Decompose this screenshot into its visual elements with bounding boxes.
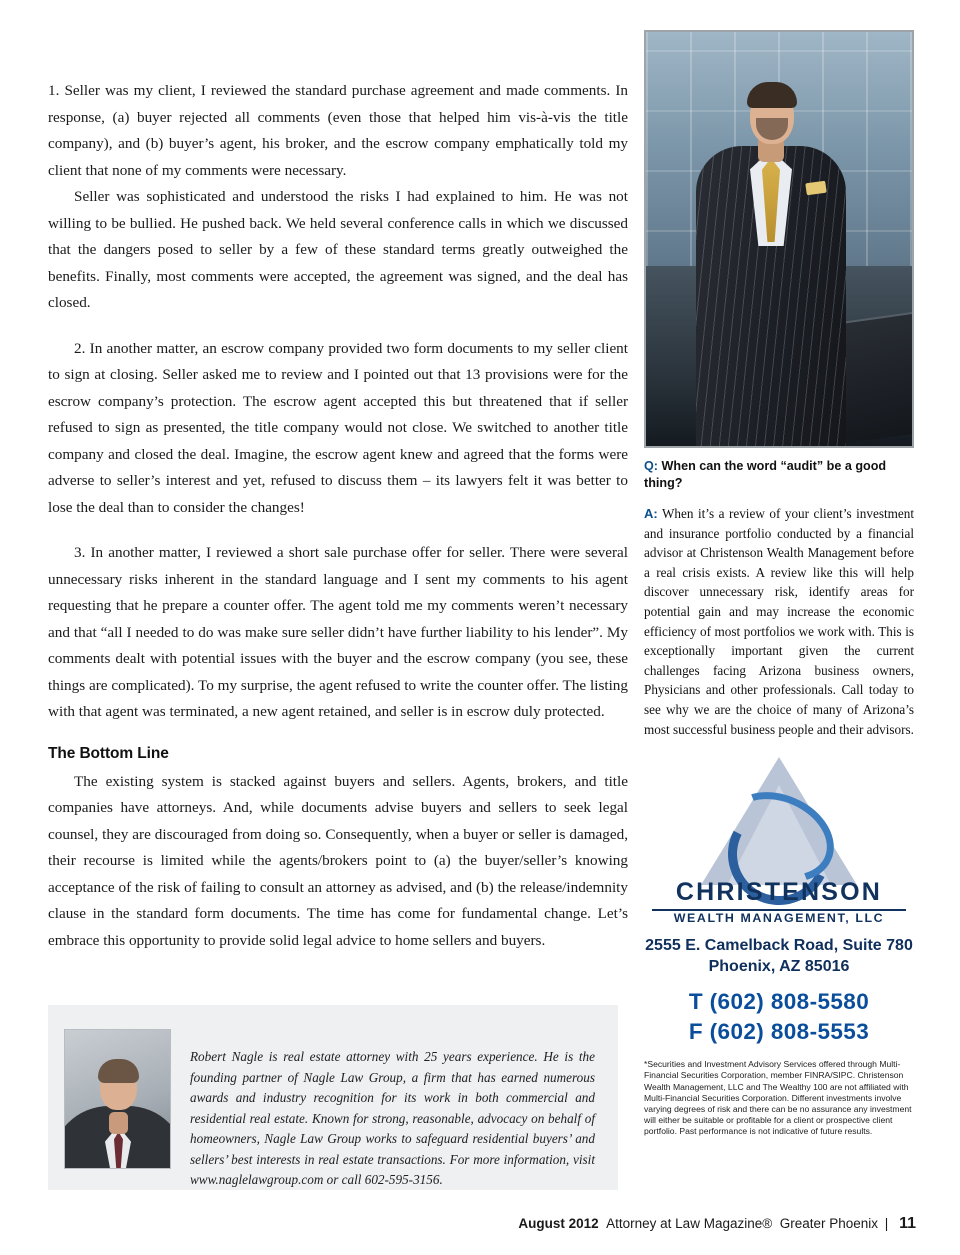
paragraph-spacer — [48, 317, 628, 336]
footer-separator: | — [884, 1216, 889, 1231]
paragraph-spacer — [48, 726, 628, 745]
advertiser-address — [644, 935, 914, 977]
article-paragraph-2: Seller was sophisticated and understood the risks I had explained to him. He was not willing to be bullied. He pushed back. We held several conference calls in which we discussed that the dangers posed to seller by a few of these standard terms greatly outweighed the benefits. Finally, most comments were accepted, the agreement was signed, and the deal has closed. — [48, 188, 628, 311]
article-paragraph-4: 3. In another matter, I reviewed a short sale purchase offer for seller. There were several unnecessary risks inherent in the standard language and I sent my comments to his agent requesting that he prepare a counter offer. The agent told me my comments weren’t necessary and that “all I needed to do was make sure seller didn’t have further liability to his lender”. My comments dealt with potential issues with the buyer and the escrow company (you see, these things are complicated). To my surprise, the agent refused to write the counter offer. The listing with that agent was terminated, a new agent retained, and seller is in escrow duly protected. — [48, 544, 628, 720]
ad-answer — [644, 504, 914, 739]
ad-disclaimer: *Securities and Investment Advisory Services offered through Multi-Financial Securities Corporation, member FINRA/SIPC. Christenson Wealth Management, LLC and The Wealthy 100 are not affiliated with Multi-Financial Securities Corporation. Different investments involve varying degrees of risk and there can be no assurance any investment will either be suitable or profitable for a client or prospective client portfolio. Past performance is not indicative of future results. — [644, 1059, 912, 1137]
advertiser-logo — [644, 755, 914, 925]
footer-edition: Greater Phoenix — [779, 1216, 879, 1231]
address-line-1: 2555 E. Camelback Road, Suite 780 — [645, 937, 913, 955]
footer-publication: Attorney at Law Magazine® — [606, 1216, 773, 1231]
answer-label: A: — [644, 506, 658, 521]
footer-issue-date: August 2012 — [518, 1216, 599, 1231]
address-line-2: Phoenix, AZ 85016 — [708, 958, 850, 976]
advertiser-portrait-photo — [644, 30, 914, 448]
ad-question-answer — [644, 458, 914, 739]
answer-text: When it’s a review of your client’s investment and insurance portfolio conducted by a financial advisor at Christenson Wealth Management before a real crisis exists. A review like this will help discover unnecessary risk, identify areas for potential gain and may increase the economic efficiency of most portfolios we work with. This is exceptionally important given the current challenges facing Arizona business owners, Physicians and other professionals. Call today to see why we are the choice of many of Arizona’s most successful business people and their advisors. — [644, 506, 914, 737]
author-photo — [64, 1029, 171, 1169]
advertisement — [644, 30, 914, 1138]
article-paragraph-1: 1. Seller was my client, I reviewed the standard purchase agreement and made comments. In response, (a) buyer rejected all comments (even those that helped him vis-à-vis the title company), and (b) buyer’s agent, his broker, and the escrow company emphatically told my client that none of my comments were necessary. — [48, 82, 628, 179]
footer-page-number: 11 — [899, 1215, 916, 1232]
question-label: Q: — [644, 459, 658, 473]
advertiser-name: CHRISTENSON — [675, 878, 883, 907]
article-paragraph-bottom-line: The existing system is stacked against buyers and sellers. Agents, brokers, and title companies have attorneys. And, while documents advise buyers and sellers to seek legal counsel, they are discouraged from doing so. Consequently, when a buyer or seller is damaged, their recourse is limited while the agents/brokers point to (a) the buyer/seller’s knowing acceptance of the risk of failing to consult an attorney as advised, and (b) the release/indemnity clause in the standard form documents. The time has come for fundamental change. Let’s embrace this opportunity to provide solid legal advice to home sellers and buyers. — [48, 772, 628, 949]
ad-question — [644, 458, 914, 492]
advertiser-contact-numbers — [644, 987, 914, 1047]
telephone-number[interactable]: T (602) 808-5580 — [688, 989, 870, 1015]
author-bio-box — [48, 1005, 618, 1190]
paragraph-spacer — [48, 521, 628, 540]
question-text: When can the word “audit” be a good thing? — [644, 459, 887, 490]
fax-number: F (602) 808-5553 — [688, 1019, 870, 1045]
article-paragraph-3: 2. In another matter, an escrow company provided two form documents to my seller client to sign at closing. Seller asked me to review and I pointed out that 13 provisions were for the escrow company’s protection. The escrow agent accepted this but threatened that if seller refused to sign as presented, the title company would not close. We switched to another title company and closed the deal. Imagine, the escrow agent knew and agreed that the forms were adverse to seller’s interest and yet, refused to discuss them – its lawyers felt it was better to lose the deal than to consider the changes! — [48, 339, 628, 516]
page-footer — [518, 1215, 916, 1233]
author-bio-text: Robert Nagle is real estate attorney with 25 years experience. He is the founding partner of Nagle Law Group, a firm that has earned numerous awards and industry recognition for its work in both commercial and residential real estate. Known for strong, reasonable, advocacy on behalf of homeowners, Nagle Law Group works to safeguard residential buyers’ and sellers’ best interests in real estate transactions. For more information, visit www.naglelawgroup.com or call 602-595-3156. — [190, 1049, 595, 1187]
advertiser-tagline: WEALTH MANAGEMENT, LLC — [673, 911, 885, 926]
section-heading-bottom-line: The Bottom Line — [48, 744, 169, 762]
article-body — [48, 78, 628, 954]
